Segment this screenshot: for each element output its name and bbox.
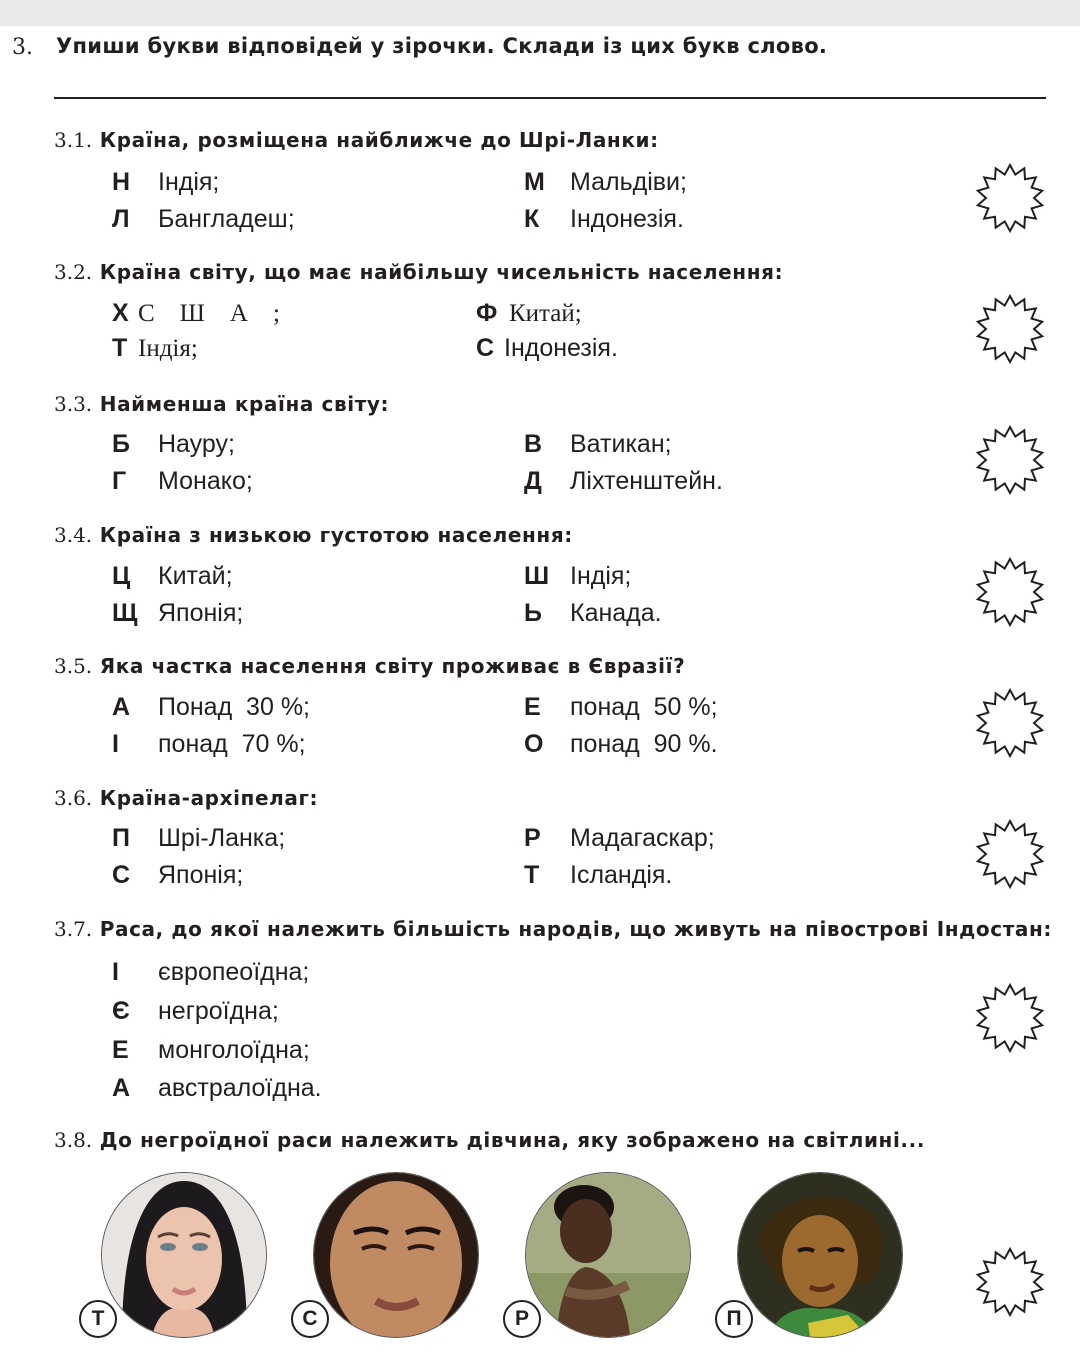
- question-text: Країна світу, що має найбільшу чисельність населення:: [99, 260, 784, 284]
- option-letter: Ь: [524, 599, 542, 627]
- question-3-2: [54, 260, 783, 284]
- portrait-african-girl-image: [526, 1173, 690, 1337]
- option-text: Японія;: [158, 861, 244, 889]
- option-text: Мадагаскар;: [570, 824, 715, 852]
- option-a[interactable]: [112, 693, 310, 722]
- option-letter: Г: [112, 467, 127, 495]
- option-soft-sign[interactable]: [524, 599, 662, 628]
- option-text: Індонезія.: [570, 205, 684, 233]
- question-text: Країна-архіпелаг:: [99, 786, 319, 810]
- option-text: Японія;: [158, 599, 244, 627]
- option-letter: А: [112, 693, 131, 721]
- task-instruction: Упиши букви відповідей у зірочки. Склади із цих букв слово.: [56, 34, 828, 58]
- option-s[interactable]: [476, 334, 618, 363]
- photo-girl-t[interactable]: [101, 1172, 267, 1338]
- option-letter: Х: [112, 299, 129, 327]
- option-t[interactable]: [112, 334, 198, 363]
- option-letter: В: [524, 430, 543, 458]
- option-h[interactable]: [112, 467, 253, 496]
- option-letter: Є: [112, 997, 130, 1025]
- question-text: Найменша країна світу:: [99, 392, 390, 416]
- option-k[interactable]: [524, 205, 684, 234]
- option-o[interactable]: [524, 730, 718, 759]
- portrait-asian-girl-image: [314, 1173, 478, 1337]
- option-letter: Ц: [112, 562, 131, 590]
- option-text: Ліхтенштейн.: [570, 467, 723, 495]
- option-d[interactable]: [524, 467, 723, 496]
- option-text: Індія;: [570, 562, 632, 590]
- question-number: 3.1.: [54, 128, 93, 152]
- option-text: Мальдіви;: [570, 168, 687, 196]
- option-text: Індія;: [138, 335, 198, 362]
- option-i[interactable]: [112, 730, 306, 759]
- option-text: понад 70 %;: [158, 730, 306, 758]
- question-text: Країна з низькою густотою населення:: [99, 523, 573, 547]
- answer-line[interactable]: [54, 97, 1046, 99]
- question-number: 3.8.: [54, 1128, 93, 1152]
- task-number: 3.: [12, 35, 33, 60]
- option-r[interactable]: [524, 824, 715, 853]
- option-text: Китай;: [509, 300, 582, 327]
- option-p[interactable]: [112, 824, 285, 853]
- question-3-6: [54, 786, 318, 810]
- option-text: Канада.: [570, 599, 662, 627]
- option-e[interactable]: [524, 693, 718, 722]
- option-m[interactable]: [524, 168, 687, 197]
- option-text: понад 50 %;: [570, 693, 718, 721]
- option-letter: Д: [524, 467, 542, 495]
- answer-star-icon[interactable]: [974, 982, 1046, 1054]
- option-n[interactable]: [112, 168, 219, 197]
- question-3-8: [54, 1128, 925, 1152]
- option-text: Ісландія.: [570, 861, 673, 889]
- option-kh[interactable]: [112, 299, 280, 328]
- option-letter: Е: [112, 1036, 129, 1064]
- option-text: монголоїдна;: [158, 1036, 310, 1064]
- option-text: Бангладеш;: [158, 205, 295, 233]
- question-text: Яка частка населення світу проживає в Євразії?: [99, 654, 686, 678]
- option-letter: А: [112, 1074, 131, 1102]
- photo-girl-r[interactable]: [525, 1172, 691, 1338]
- photo-girl-s[interactable]: [313, 1172, 479, 1338]
- option-text: С Ш А ;: [138, 300, 280, 327]
- option-text: Індія;: [158, 168, 220, 196]
- option-text: Шрі-Ланка;: [158, 824, 286, 852]
- answer-star-icon[interactable]: [974, 293, 1046, 365]
- option-letter: С: [112, 861, 131, 889]
- option-letter: О: [524, 730, 544, 758]
- option-text: австралоїдна.: [158, 1074, 322, 1102]
- answer-star-icon[interactable]: [974, 556, 1046, 628]
- option-letter: Ф: [476, 299, 498, 327]
- option-letter: Т: [112, 334, 128, 362]
- answer-star-icon[interactable]: [974, 162, 1046, 234]
- question-number: 3.3.: [54, 392, 93, 416]
- option-text: Ватикан;: [570, 430, 672, 458]
- answer-star-icon[interactable]: [974, 1246, 1046, 1318]
- option-letter: Ш: [524, 562, 550, 590]
- option-letter: К: [524, 205, 540, 233]
- question-text: До негроїдної раси належить дівчина, яку зображено на світлині...: [99, 1128, 926, 1152]
- portrait-hijab-image: [102, 1173, 266, 1337]
- photo-letter-badge: Т: [79, 1300, 117, 1338]
- option-text: Понад 30 %;: [158, 693, 310, 721]
- portrait-indian-girl-image: [738, 1173, 902, 1337]
- photo-letter-badge: П: [715, 1300, 753, 1338]
- option-l[interactable]: [112, 205, 295, 234]
- option-s[interactable]: [112, 861, 243, 890]
- option-b[interactable]: [112, 430, 235, 459]
- option-letter: І: [112, 730, 119, 758]
- answer-star-icon[interactable]: [974, 687, 1046, 759]
- option-v[interactable]: [524, 430, 672, 459]
- option-ye[interactable]: [112, 997, 279, 1026]
- question-3-5: [54, 654, 685, 678]
- option-letter: Н: [112, 168, 131, 196]
- question-3-7: [54, 917, 1052, 941]
- photo-letter-badge: С: [291, 1300, 329, 1338]
- question-3-3: [54, 392, 389, 416]
- answer-star-icon[interactable]: [974, 424, 1046, 496]
- option-letter: Е: [524, 693, 541, 721]
- option-letter: Л: [112, 205, 130, 233]
- option-t[interactable]: [524, 861, 672, 890]
- option-letter: П: [112, 824, 130, 852]
- option-letter: М: [524, 168, 545, 196]
- option-text: понад 90 %.: [570, 730, 718, 758]
- option-letter: Б: [112, 430, 130, 458]
- question-text: Раса, до якої належить більшість народів, що живуть на півострові Індостан:: [99, 917, 1053, 941]
- option-letter: І: [112, 958, 119, 986]
- option-text: Науру;: [158, 430, 235, 458]
- question-3-1: [54, 128, 659, 152]
- question-number: 3.2.: [54, 260, 93, 284]
- question-text: Країна, розміщена найближче до Шрі-Ланки:: [99, 128, 659, 152]
- option-e[interactable]: [112, 1036, 310, 1065]
- question-number: 3.6.: [54, 786, 93, 810]
- question-number: 3.7.: [54, 917, 93, 941]
- photo-girl-p[interactable]: [737, 1172, 903, 1338]
- option-letter: Р: [524, 824, 541, 852]
- option-a[interactable]: [112, 1074, 322, 1103]
- top-bar: [0, 0, 1080, 26]
- photo-letter-badge: Р: [503, 1300, 541, 1338]
- option-ts[interactable]: [112, 562, 233, 591]
- option-letter: С: [476, 334, 495, 362]
- answer-star-icon[interactable]: [974, 818, 1046, 890]
- option-letter: Т: [524, 861, 540, 889]
- option-text: європеоїдна;: [158, 958, 310, 986]
- option-sh[interactable]: [524, 562, 631, 591]
- option-text: Монако;: [158, 467, 253, 495]
- option-f[interactable]: [476, 299, 582, 328]
- option-letter: Щ: [112, 599, 138, 627]
- option-text: Індонезія.: [504, 334, 618, 362]
- option-shch[interactable]: [112, 599, 243, 628]
- option-text: Китай;: [158, 562, 233, 590]
- question-number: 3.4.: [54, 523, 93, 547]
- question-3-4: [54, 523, 573, 547]
- option-i[interactable]: [112, 958, 309, 987]
- option-text: негроїдна;: [158, 997, 279, 1025]
- question-number: 3.5.: [54, 654, 93, 678]
